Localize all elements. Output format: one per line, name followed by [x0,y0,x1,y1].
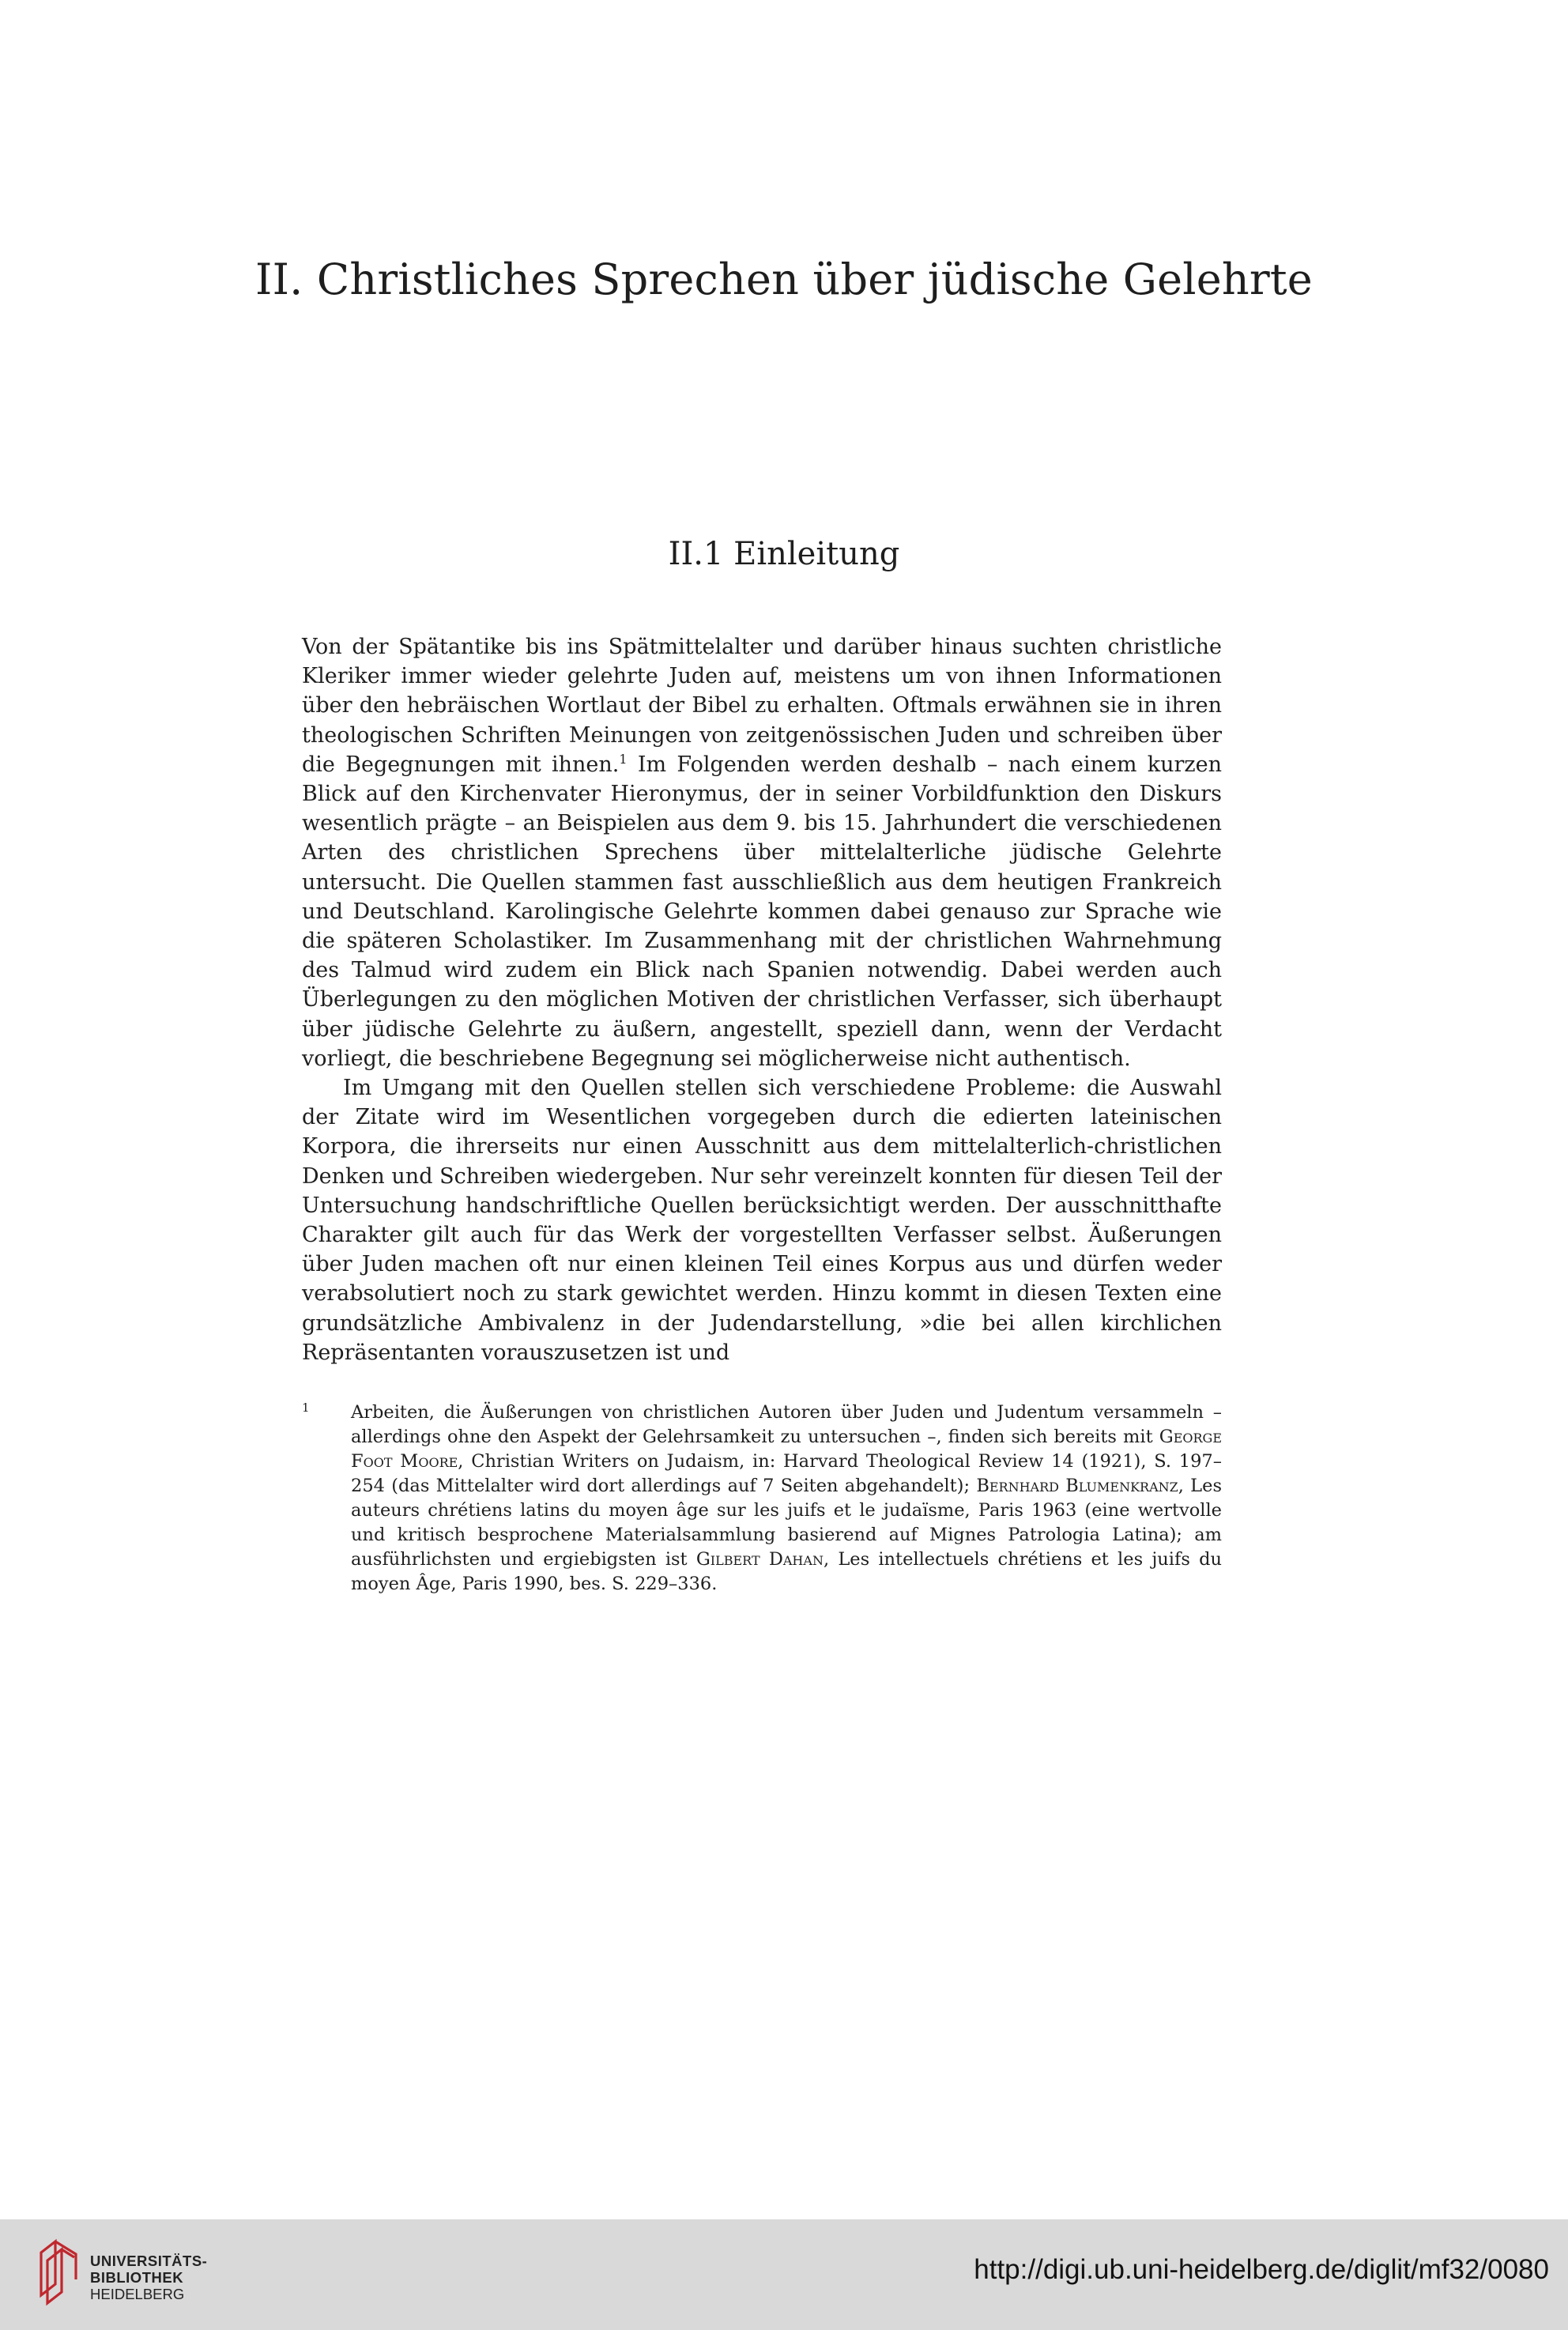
footnote-segment: Arbeiten, die Äußerungen von christlichen Autoren über Juden und Judentum versammeln – allerdings ohne den Aspekt der Gelehrsamkeit zu untersuchen –, finden sich bereits mit [351,1402,1222,1447]
footer-bar [0,2219,1568,2330]
footnote-text [351,1401,1222,1597]
paragraph-1-part-b: Im Folgenden werden deshalb – nach einem kurzen Blick auf den Kirchenvater Hieronymus, der in seiner Vorbildfunktion den Diskurs wesentlich prägte – an Beispielen aus dem 9. bis 15. Jahrhundert die verschiedenen Arten des christlichen Sprechens über mittelalterliche jüdische Gelehrte untersucht. Die Quellen stammen fast ausschließlich aus dem heutigen Frankreich und Deutschland. Karolingische Gelehrte kommen dabei genauso zur Sprache wie die späteren Scholastiker. Im Zusammenhang mit der christlichen Wahrnehmung des Talmud wird zudem ein Blick nach Spanien notwendig. Dabei werden auch Überlegungen zu den möglichen Motiven der christlichen Verfasser, sich überhaupt über jüdische Gelehrte zu äußern, angestellt, speziell dann, wenn der Verdacht vorliegt, die beschriebene Begegnung sei möglicherweise nicht authentisch. [302,752,1222,1071]
footnote-number: 1 [302,1401,310,1415]
logo-line: HEIDELBERG [90,2286,185,2302]
chapter-title: II. Christliches Sprechen über jüdische Gelehrte [255,254,1313,304]
footnote [302,1401,1222,1597]
body-text [302,632,1222,1367]
footnote-author: Gilbert Dahan [695,1549,824,1570]
paragraph-1-part-a: Von der Spätantike bis ins Spätmittelalter und darüber hinaus suchten christliche Kleriker immer wieder gelehrte Juden auf, meistens um von ihnen Informationen über den hebräischen Wortlaut der Bibel zu erhalten. Oftmals erwähnen sie in ihren theologischen Schriften Meinungen von zeitgenössischen Juden und schreiben über die Begegnungen mit ihnen. [302,635,1222,777]
library-logo-icon [36,2237,81,2308]
footnote-segment: , Christian Writers on Judaism, in: Harvard Theological Review 14 (1921), S. 197–254 (das Mittelalter wird dort allerdings auf 7 Seiten abgehandelt); [351,1451,1222,1496]
paragraph-1 [302,632,1222,1073]
footnote-segment: , Les auteurs chrétiens latins du moyen âge sur les juifs et le judaïsme, Paris 1963 (eine wertvolle und kritisch besprochene Materialsammlung basierend auf Mignes Patrologia Latina); am ausführlichsten und ergiebigsten ist [351,1476,1222,1570]
paragraph-2: Im Umgang mit den Quellen stellen sich verschiedene Probleme: die Auswahl der Zitate wird im Wesentlichen vorgegeben durch die edierten lateinischen Korpora, die ihrerseits nur einen Ausschnitt aus dem mittelalterlich-christlichen Denken und Schreiben wiedergeben. Nur sehr vereinzelt konnten für diesen Teil der Untersuchung handschriftliche Quellen berücksichtigt werden. Der ausschnitthafte Charakter gilt auch für das Werk der vorgestellten Verfasser selbst. Äußerungen über Juden machen oft nur einen kleinen Teil eines Korpus aus und dürfen weder verabsolutiert noch zu stark gewichtet werden. Hinzu kommt in diesen Texten eine grundsätzliche Ambivalenz in der Judendarstellung, »die bei allen kirchlichen Repräsentanten vorauszusetzen ist und [302,1076,1222,1365]
footnote-reference[interactable]: 1 [619,751,628,767]
section-title: II.1 Einleitung [668,536,900,572]
footnote-author: George Foot Moore [351,1427,1222,1472]
library-logo-text [90,2253,207,2302]
footnote-author: Bernhard Blumenkranz [976,1476,1178,1496]
footnote-segment: , Les intellectuels chrétiens et les juifs du moyen Âge, Paris 1990, bes. S. 229–336. [351,1549,1222,1594]
logo-line: BIBLIOTHEK [90,2269,184,2286]
source-url-link[interactable]: http://digi.ub.uni-heidelberg.de/diglit/mf32/0080 [974,2254,1549,2285]
logo-line: UNIVERSITÄTS- [90,2253,208,2269]
